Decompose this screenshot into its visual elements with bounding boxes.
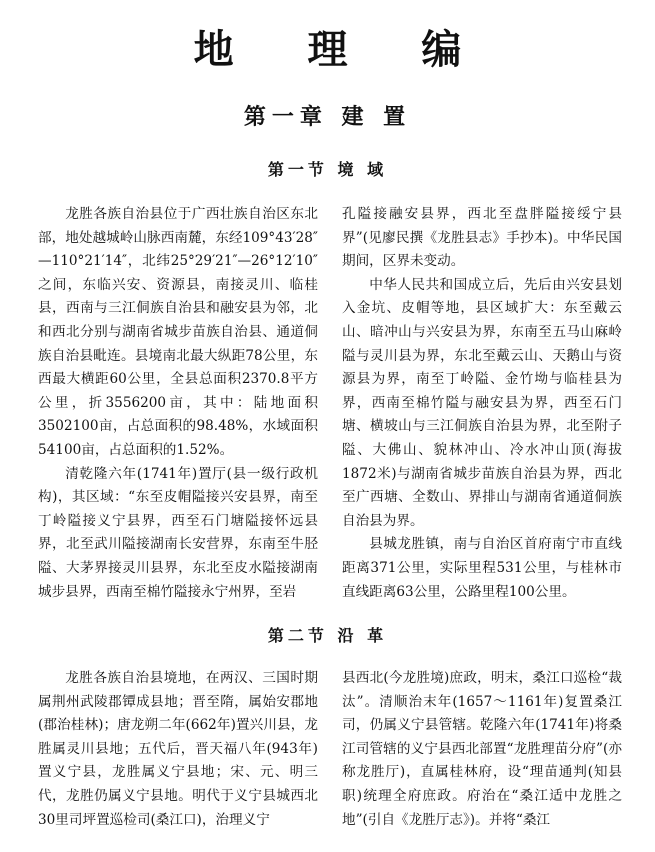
section-heading-territory: 第一节 境 域 [267, 160, 388, 179]
page-title: 地 理 编 [193, 26, 492, 73]
paragraph: 清乾隆六年(1741年)置厅(县一级行政机构)，其区域：“东至皮帽隘接兴安县界，南至丁岭隘接义宁县界，西至石门塘隘接怀远县界，北至武川隘接湖南长安营界，东南至牛胫隘、大茅界接灵川县界，东北至皮水隘接湖南城步县界，西南至棉竹隘接永宁州界，至岩 [38, 465, 318, 600]
section-1-left-column [38, 203, 318, 604]
section-2-left-column [38, 667, 318, 832]
paragraph: 县西北(今龙胜境)庶政，明末，桑江口巡检“裁汰”。清顺治末年(1657～1161年)复置桑江司，仍属义宁县管辖。乾隆六年(1741年)将桑江司管辖的义宁县西北部置“龙胜理苗分府”(亦称龙胜厅)，直属桂林府，设“理苗通判(知县职)统理全府庶政。府治在“桑江适中龙胜之地”(引自《龙胜厅志》)。并将“桑江 [342, 670, 622, 828]
section-1-right-column [342, 203, 622, 604]
section-2-right-column [342, 667, 622, 832]
chapter-title: 第一章 建 置 [243, 104, 412, 130]
paragraph: 孔隘接融安县界，西北至盘胖隘接绥宁县界”(见廖民撰《龙胜县志》手抄本)。中华民国期间，区界未变动。 [342, 206, 622, 270]
section-heading-history: 第二节 沿 革 [267, 626, 388, 645]
paragraph: 龙胜各族自治县位于广西壮族自治区东北部，地处越城岭山脉西南麓，东经109°43′28″—110°21′14″，北纬25°29′21″—26°12′10″之间，东临兴安、资源县，南接灵川、临桂县，西南与三江侗族自治县和融安县为邻，北和西北分别与湖南省城步苗族自治县、通道侗族自治县毗连。县境南北最大纵距78公里，东西最大横距60公里，全县总面积2370.8平方公里，折3556200亩，其中：陆地面积3502100亩，占总面积的98.48%，水域面积54100亩，占总面积的1.52%。 [38, 206, 318, 458]
paragraph: 龙胜各族自治县境地，在两汉、三国时期属荆州武陵郡镡成县地；晋至隋，属始安郡地(郡治桂林)；唐龙朔二年(662年)置兴川县，龙胜属灵川县地；五代后，晋天福八年(943年)置义宁县，龙胜属义宁县地；宋、元、明三代，龙胜仍属义宁县地。明代于义宁县城西北30里司坪置巡检司(桑江口)，治理义宁 [38, 670, 318, 828]
paragraph: 县城龙胜镇，南与自治区首府南宁市直线距离371公里，实际里程531公里，与桂林市直线距离63公里，公路里程100公里。 [342, 536, 622, 600]
paragraph: 中华人民共和国成立后，先后由兴安县划入金坑、皮帽等地，县区域扩大：东至戴云山、暗冲山与兴安县为界，东南至五马山麻岭隘与灵川县为界，东北至戴云山、天鹅山与资源县为界，南至丁岭隘、金竹坳与临桂县为界，西南至棉竹隘与融安县为界，西至石门塘、横坡山与三江侗族自治县为界，北至附子隘、大佛山、貌林冲山、冷水冲山顶(海拔1872米)与湖南省城步苗族自治县为界，西北至广西塘、全数山、界排山与湖南省通道侗族自治县为界。 [342, 276, 622, 529]
